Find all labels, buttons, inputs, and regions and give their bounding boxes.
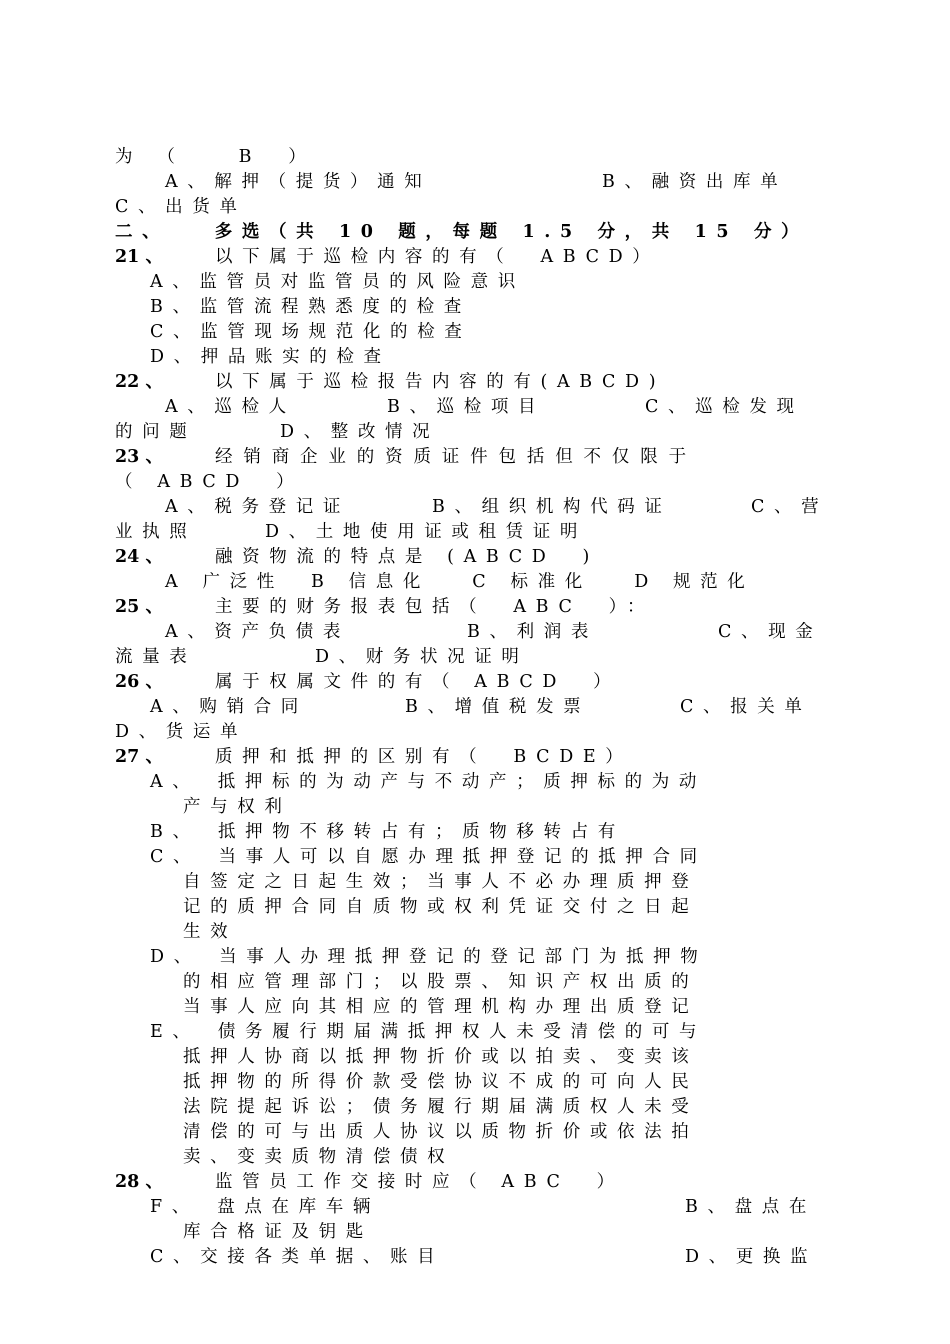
option-d: D、货运单 bbox=[115, 722, 248, 742]
option-b-cont: 库合格证及钥匙 bbox=[183, 1222, 373, 1242]
option-line bbox=[165, 495, 829, 520]
option-b: B、 抵押物不移转占有；质物移转占有 bbox=[150, 822, 625, 842]
option-line bbox=[165, 170, 820, 195]
option-a: A、资产负债表 bbox=[165, 622, 351, 642]
question-25 bbox=[115, 595, 820, 620]
question-number: 27 、 bbox=[115, 747, 163, 767]
option-a: A、购销合同 bbox=[150, 697, 308, 717]
option-a: F、 盘点在库车辆 bbox=[150, 1197, 381, 1217]
option-b: B、巡检项目 bbox=[387, 397, 546, 417]
option-a: A、税务登记证 bbox=[165, 497, 351, 517]
option-b: B、融资出库单 bbox=[602, 172, 788, 192]
option-c: C、营 bbox=[751, 497, 829, 517]
option-c: C、巡检发现 bbox=[645, 397, 804, 417]
option-d-cont: 当事人应向其相应的管理机构办理出质登记 bbox=[183, 997, 699, 1017]
question-28 bbox=[115, 1170, 820, 1195]
option-c-cont: 记的质押合同自质物或权利凭证交付之日起 bbox=[183, 897, 699, 917]
option-a: A、解押（提货）通知 bbox=[165, 172, 432, 192]
question-number: 21 、 bbox=[115, 247, 163, 267]
option-line bbox=[165, 395, 820, 420]
question-number: 23 、 bbox=[115, 447, 163, 467]
option-b: B、增值税发票 bbox=[405, 697, 591, 717]
option-e-cont: 清偿的可与出质人协议以质物折价或依法拍 bbox=[183, 1122, 699, 1142]
option-b: B、利润表 bbox=[467, 622, 598, 642]
option-e-cont: 卖、变卖质物清偿债权 bbox=[183, 1147, 455, 1167]
question-22 bbox=[115, 370, 820, 395]
option-d: D、 当事人办理抵押登记的登记部门为抵押物 bbox=[150, 947, 708, 967]
option-d: D、整改情况 bbox=[280, 422, 440, 442]
option-c: C、 当事人可以自愿办理抵押登记的抵押合同 bbox=[150, 847, 707, 867]
option-d: D、财务状况证明 bbox=[315, 647, 529, 667]
option-line bbox=[150, 1245, 820, 1270]
option-line bbox=[150, 695, 820, 720]
option-e-cont: 抵押物的所得价款受偿协议不成的可向人民 bbox=[183, 1072, 699, 1092]
option-c: C、监管现场规范化的检查 bbox=[150, 322, 472, 342]
question-number: 24 、 bbox=[115, 547, 163, 567]
option-d-cont: 的相应管理部门；以股票、知识产权出质的 bbox=[183, 972, 699, 992]
option-e-cont: 抵押人协商以抵押物折价或以拍卖、变卖该 bbox=[183, 1047, 699, 1067]
question-text: 属于权属文件的有（ ABCD ） bbox=[215, 672, 621, 692]
option-c: C、报关单 bbox=[680, 697, 812, 717]
section-heading: 二、 多选（共 10 题，每题 1.5 分，共 15 分） bbox=[115, 222, 809, 242]
question-text: 经销商企业的资质证件包括但不仅限于 bbox=[215, 447, 697, 467]
option-d: D、押品账实的检查 bbox=[150, 347, 391, 367]
question-26 bbox=[115, 670, 820, 695]
question-number: 25 、 bbox=[115, 597, 163, 617]
option-a: A、巡检人 bbox=[165, 397, 296, 417]
option-d: D、更换监 bbox=[685, 1247, 818, 1267]
question-text: 以下属于巡检内容的有（ ABCD） bbox=[215, 247, 660, 267]
question-text: 主要的财务报表包括（ ABC ）： bbox=[215, 597, 655, 617]
option-d: D、土地使用证或租赁证明 bbox=[265, 522, 588, 542]
question-text: 以下属于巡检报告内容的有(ABCD) bbox=[215, 372, 666, 392]
option-c: C、交接各类单据、账目 bbox=[150, 1247, 445, 1267]
option-line bbox=[115, 420, 820, 445]
option-b: B、组织机构代码证 bbox=[432, 497, 672, 517]
question-21 bbox=[115, 245, 820, 270]
question-24 bbox=[115, 545, 820, 570]
continuation: 的问题 bbox=[115, 422, 197, 442]
options: A 广泛性 B 信息化 C 标准化 D 规范化 bbox=[165, 572, 755, 592]
option-line bbox=[115, 645, 820, 670]
option-e-cont: 法院提起诉讼；债务履行期届满质权人未受 bbox=[183, 1097, 699, 1117]
question-23 bbox=[115, 445, 820, 470]
question-text: 融资物流的特点是 (ABCD ) bbox=[215, 547, 599, 567]
option-c: C、出货单 bbox=[115, 197, 247, 217]
option-c: C、现金 bbox=[718, 622, 823, 642]
question-text: 监管员工作交接时应（ ABC ） bbox=[215, 1172, 624, 1192]
continuation: 业执照 bbox=[115, 522, 197, 542]
option-a: A、 抵押标的为动产与不动产；质押标的为动 bbox=[150, 772, 707, 792]
option-c-cont: 自签定之日起生效；当事人不必办理质押登 bbox=[183, 872, 699, 892]
option-b: B、盘点在 bbox=[685, 1197, 816, 1217]
continuation: 流量表 bbox=[115, 647, 197, 667]
option-line bbox=[150, 1195, 820, 1220]
option-c-cont: 生效 bbox=[183, 922, 238, 942]
question-27 bbox=[115, 745, 820, 770]
option-a-cont: 产与权利 bbox=[183, 797, 292, 817]
answer-line: 为 （ B ） bbox=[115, 147, 316, 167]
question-text-cont: （ ABCD ） bbox=[115, 472, 304, 492]
option-e: E、 债务履行期届满抵押权人未受清偿的可与 bbox=[150, 1022, 707, 1042]
option-b: B、监管流程熟悉度的检查 bbox=[150, 297, 471, 317]
question-text: 质押和抵押的区别有（ BCDE） bbox=[215, 747, 633, 767]
question-number: 26 、 bbox=[115, 672, 163, 692]
question-number: 28 、 bbox=[115, 1172, 163, 1192]
question-number: 22 、 bbox=[115, 372, 163, 392]
option-line bbox=[115, 520, 820, 545]
option-line bbox=[165, 620, 823, 645]
option-a: A、监管员对监管员的风险意识 bbox=[150, 272, 525, 292]
